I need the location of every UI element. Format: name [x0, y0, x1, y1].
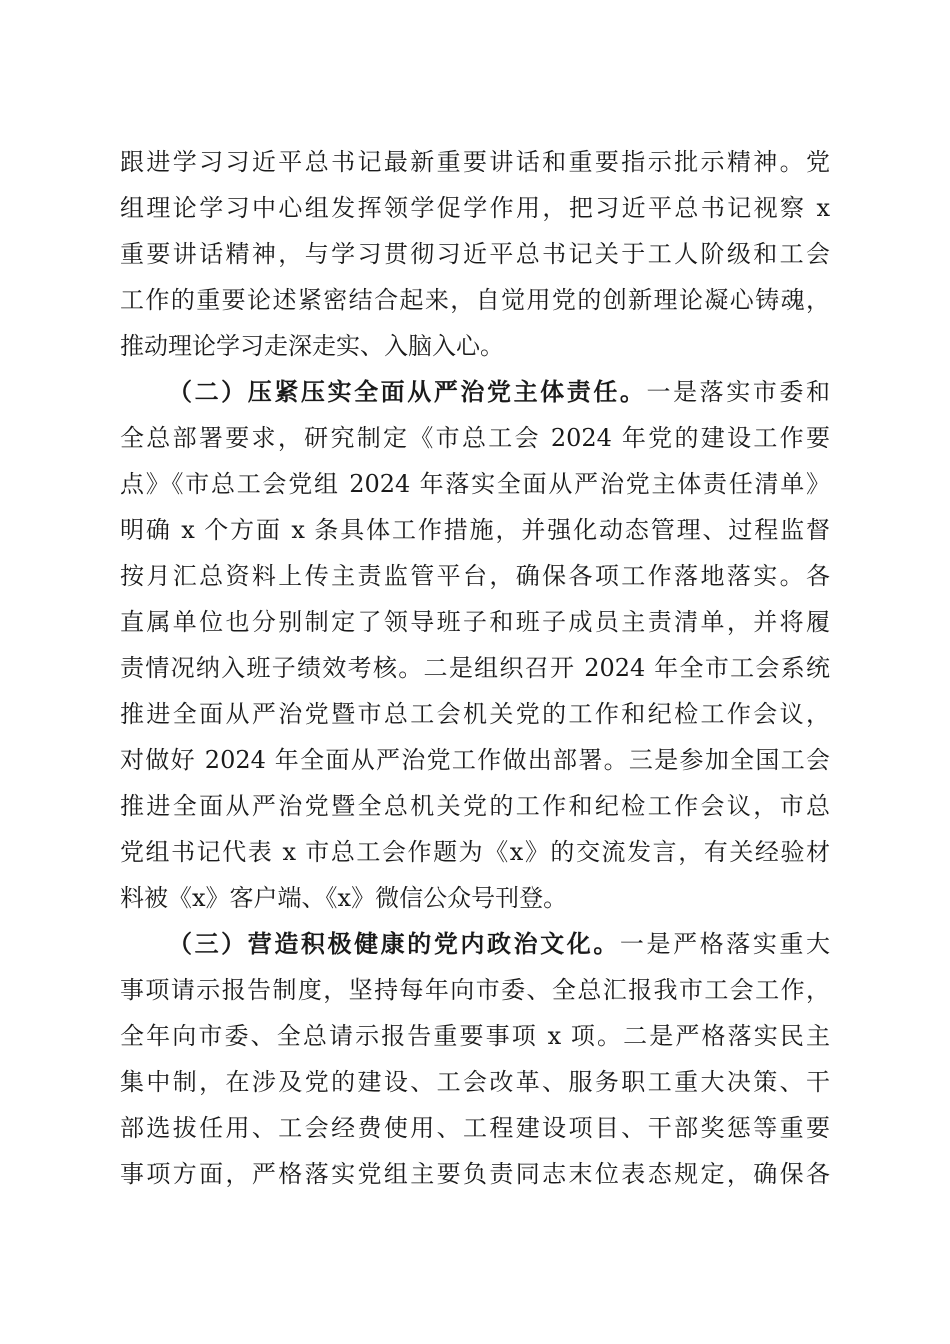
body-line: 工作的重要论述紧密结合起来，自觉用党的创新理论凝心铸魂，	[120, 286, 830, 314]
body-line: 明确 x 个方面 x 条具体工作措施，并强化动态管理、过程监督	[120, 516, 830, 544]
body-line: 责情况纳入班子绩效考核。二是组织召开 2024 年全市工会系统	[120, 654, 830, 682]
body-line: 推进全面从严治党暨市总工会机关党的工作和纪检工作会议，	[120, 700, 830, 728]
body-line: 料被《x》客户端、《x》微信公众号刊登。	[120, 884, 568, 912]
section-2-heading: （二）压紧压实全面从严治党主体责任。	[168, 377, 647, 406]
body-line: 跟进学习习近平总书记最新重要讲话和重要指示批示精神。党	[120, 148, 830, 176]
body-line: 对做好 2024 年全面从严治党工作做出部署。三是参加全国工会	[120, 746, 830, 774]
section-2-first-line	[168, 370, 830, 414]
body-line: 组理论学习中心组发挥领学促学作用，把习近平总书记视察 x	[120, 194, 830, 222]
body-line: 党组书记代表 x 市总工会作题为《x》的交流发言，有关经验材	[120, 838, 830, 866]
body-line: 点》《市总工会党组 2024 年落实全面从严治党主体责任清单》	[120, 470, 830, 498]
section-3-first-line	[168, 922, 830, 966]
body-line: 重要讲话精神，与学习贯彻习近平总书记关于工人阶级和工会	[120, 240, 830, 268]
body-line: 推动理论学习走深走实、入脑入心。	[120, 332, 504, 360]
body-line: 事项请示报告制度，坚持每年向市委、全总汇报我市工会工作，	[120, 976, 830, 1004]
section-3-first-line-text: 一是严格落实重大	[619, 930, 831, 958]
body-line: 集中制，在涉及党的建设、工会改革、服务职工重大决策、干	[120, 1068, 830, 1096]
body-line: 按月汇总资料上传主责监管平台，确保各项工作落地落实。各	[120, 562, 830, 590]
body-line: 全总部署要求，研究制定《市总工会 2024 年党的建设工作要	[120, 424, 830, 452]
body-line: 全年向市委、全总请示报告重要事项 x 项。二是严格落实民主	[120, 1022, 830, 1050]
section-2-first-line-text: 一是落实市委和	[646, 378, 830, 406]
body-line: 推进全面从严治党暨全总机关党的工作和纪检工作会议，市总	[120, 792, 830, 820]
section-3-heading: （三）营造积极健康的党内政治文化。	[168, 929, 620, 958]
body-line: 部选拔任用、工会经费使用、工程建设项目、干部奖惩等重要	[120, 1114, 830, 1142]
body-line: 事项方面，严格落实党组主要负责同志末位表态规定，确保各	[120, 1160, 830, 1188]
body-line: 直属单位也分别制定了领导班子和班子成员主责清单，并将履	[120, 608, 830, 636]
